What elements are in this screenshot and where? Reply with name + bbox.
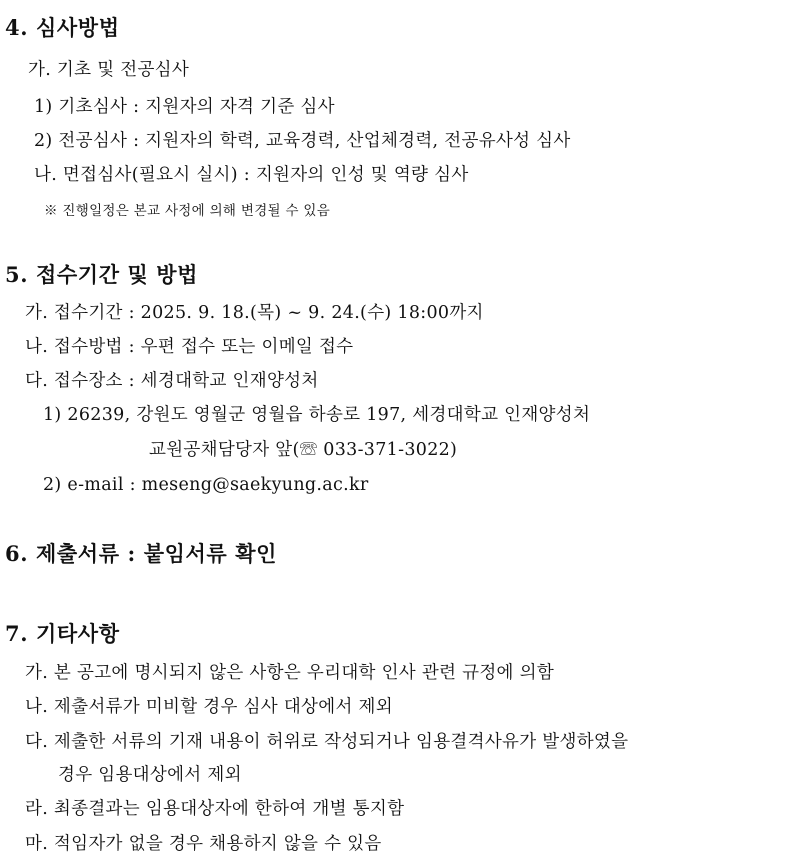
section-5-item-na: 나. 접수방법 : 우편 접수 또는 이메일 접수	[25, 337, 354, 357]
section-5-address-line-1: 1) 26239, 강원도 영월군 영월읍 하송로 197, 세경대학교 인재양성처	[43, 405, 591, 425]
section-5-address-line-2: 교원공채담당자 앞(☏ 033-371-3022)	[149, 440, 458, 460]
section-5-item-ga: 가. 접수기간 : 2025. 9. 18.(목) ~ 9. 24.(수) 18:00까지	[25, 303, 484, 323]
section-7-item-da-line-2: 경우 임용대상에서 제외	[58, 765, 242, 785]
section-6-heading: 6. 제출서류 : 붙임서류 확인	[5, 541, 277, 566]
section-5-item-da: 다. 접수장소 : 세경대학교 인재양성처	[25, 371, 319, 391]
section-4-sub-2: 2) 전공심사 : 지원자의 학력, 교육경력, 산업체경력, 전공유사성 심사	[34, 131, 571, 151]
section-4-item-na: 나. 면접심사(필요시 실시) : 지원자의 인성 및 역량 심사	[34, 165, 469, 185]
section-7-item-ma: 마. 적임자가 없을 경우 채용하지 않을 수 있음	[25, 834, 382, 854]
section-4-heading: 4. 심사방법	[5, 15, 120, 40]
section-5-email: 2) e-mail : meseng@saekyung.ac.kr	[43, 475, 369, 495]
section-4-note: ※ 진행일정은 본교 사정에 의해 변경될 수 있음	[44, 203, 331, 219]
section-7-item-ra: 라. 최종결과는 임용대상자에 한하여 개별 통지함	[25, 799, 405, 819]
section-5-heading: 5. 접수기간 및 방법	[5, 262, 199, 287]
section-7-item-ga: 가. 본 공고에 명시되지 않은 사항은 우리대학 인사 관련 규정에 의함	[25, 663, 555, 683]
section-7-item-da-line-1: 다. 제출한 서류의 기재 내용이 허위로 작성되거나 임용결격사유가 발생하였을	[25, 732, 629, 752]
section-7-heading: 7. 기타사항	[5, 621, 120, 646]
section-4-sub-1: 1) 기초심사 : 지원자의 자격 기준 심사	[34, 97, 335, 117]
section-7-item-na: 나. 제출서류가 미비할 경우 심사 대상에서 제외	[25, 697, 393, 717]
section-4-item-ga: 가. 기초 및 전공심사	[28, 60, 190, 80]
